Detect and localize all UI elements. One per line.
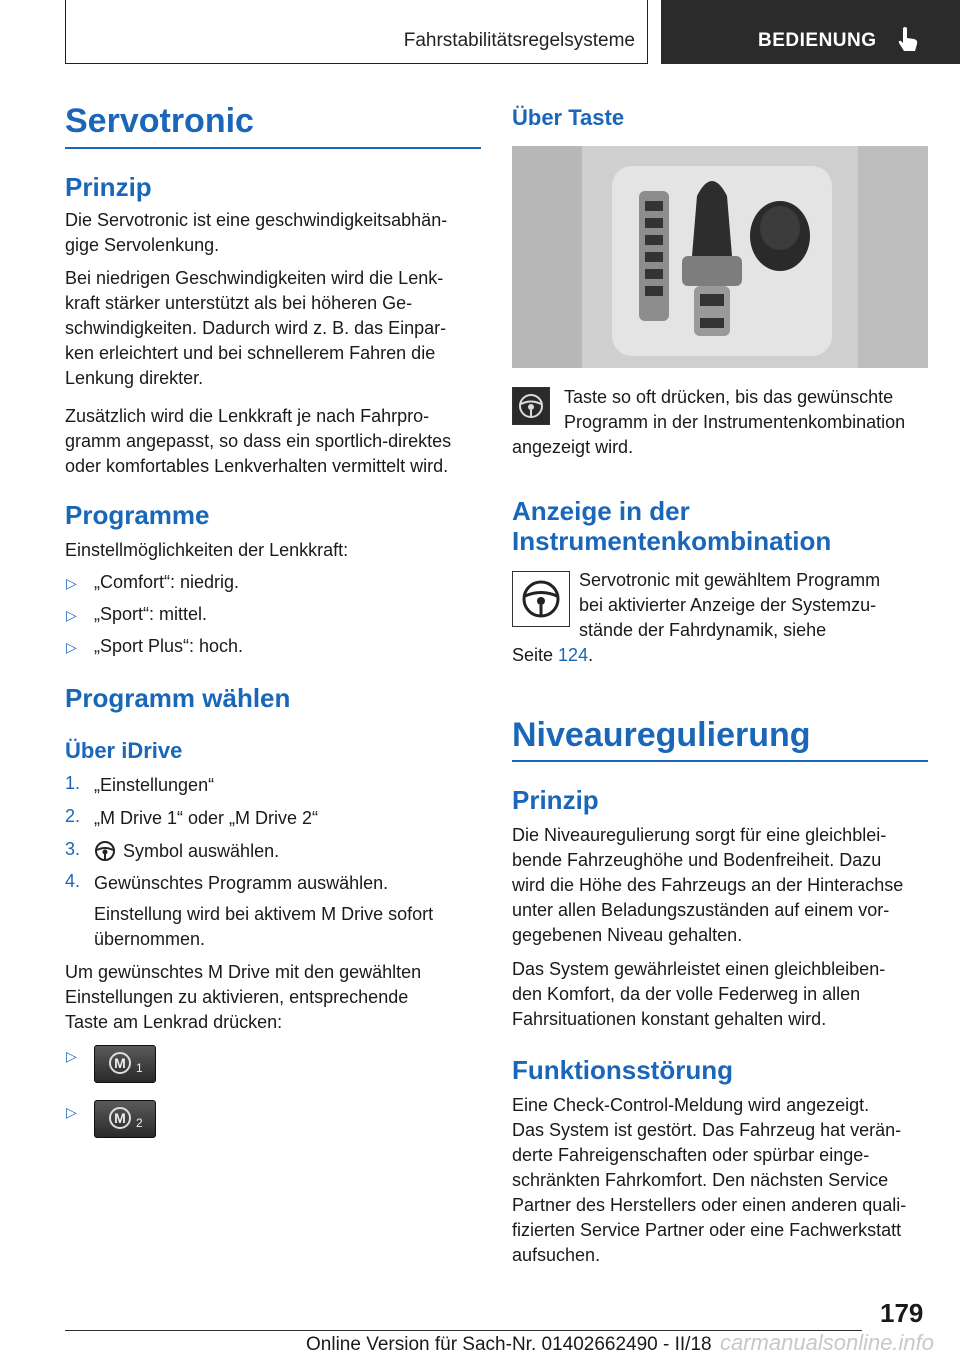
text-line: derte Fahreigenschaften oder spürbar einge‐ (512, 1145, 870, 1165)
taste-text-block (564, 385, 905, 435)
text-line: oder komfortables Lenkverhalten vermittelt wird. (65, 456, 449, 476)
text-line: Das System ist gestört. Das Fahrzeug hat verän‐ (512, 1120, 902, 1140)
prinzip-heading: Prinzip (65, 172, 152, 202)
watermark: carmanualsonline.info (720, 1330, 935, 1355)
bullet-triangle-icon: ▷ (66, 1048, 77, 1064)
servotronic-title: Servotronic (65, 102, 254, 140)
text-line: stände der Fahrdynamik, siehe (579, 620, 827, 640)
text-line: den Komfort, da der volle Federweg in allen (512, 984, 861, 1004)
m-drive-digit: 1 (136, 1061, 143, 1075)
text-line: Einstellung wird bei aktivem M Drive sofort (94, 904, 434, 924)
text-line: Fahrsituationen konstant gehalten wird. (512, 1009, 827, 1029)
niveauregulierung-title: Niveauregulierung (512, 716, 811, 754)
text-line: Lenkung direkter. (65, 368, 204, 388)
text-line: wird die Höhe des Fahrzeugs an der Hinterachse (512, 875, 904, 895)
step-number: 4. (65, 871, 81, 891)
step-number: 2. (65, 806, 81, 826)
prinzip-paragraph-3 (65, 404, 485, 479)
anzeige-heading (512, 496, 831, 556)
ueber-taste-heading: Über Taste (512, 105, 625, 130)
page-ref-dot: . (588, 645, 594, 665)
center-console-photo (512, 146, 928, 368)
step-text: „Einstellungen“ (94, 775, 215, 795)
page-ref-link[interactable]: 124 (558, 645, 589, 665)
text-line: Um gewünschtes M Drive mit den gewählten (65, 962, 422, 982)
heading-line: Instrumentenkombination (512, 526, 832, 556)
text-line: Partner des Herstellers oder einen anderen quali‐ (512, 1195, 907, 1215)
title-rule (65, 147, 481, 149)
text-line: kraft stärker unterstützt als bei höheren Ge‐ (65, 293, 413, 313)
text-line: Zusätzlich wird die Lenkkraft je nach Fahrpro‐ (65, 406, 430, 426)
header-section-title: Fahrstabilitätsregelsysteme (403, 30, 635, 51)
m-drive-icon: M (109, 1052, 131, 1074)
header-section-tab (65, 0, 648, 64)
programme-item: „Comfort“: niedrig. (94, 572, 240, 592)
programme-item: „Sport“: mittel. (94, 604, 208, 624)
page-ref-label: Seite (512, 645, 554, 665)
programme-item: „Sport Plus“: hoch. (94, 636, 244, 656)
anzeige-text-block (579, 568, 880, 643)
text-line: gige Servolenkung. (65, 235, 220, 255)
steering-wheel-indicator-image (512, 571, 570, 627)
m-drive-digit: 2 (136, 1116, 143, 1130)
servotronic-button-image (512, 387, 550, 425)
text-line: bei aktivierter Anzeige der Systemzu‐ (579, 595, 877, 615)
steering-wheel-icon (513, 388, 549, 424)
bullet-triangle-icon: ▷ (66, 1104, 77, 1120)
text-line: Die Servotronic ist eine geschwindigkeitsabhän‐ (65, 210, 448, 230)
text-line: Die Niveauregulierung sorgt für eine gleichblei‐ (512, 825, 887, 845)
m-drive-icon: M (109, 1107, 131, 1129)
taste-text-end: angezeigt wird. (512, 437, 634, 457)
step-text: Symbol auswählen. (123, 841, 280, 861)
programm-waehlen-heading: Programm wählen (65, 683, 291, 713)
steering-wheel-icon (94, 840, 116, 862)
mdrive-paragraph (65, 960, 421, 1035)
programme-intro: Einstellmöglichkeiten der Lenkkraft: (65, 540, 349, 560)
text-line: aufsuchen. (512, 1245, 601, 1265)
step-number: 1. (65, 773, 81, 793)
header-chapter-title: BEDIENUNG (758, 30, 877, 51)
footer-text: Online Version für Sach-Nr. 01402662490 - II/18 (306, 1334, 712, 1355)
text-line: schwindigkeiten. Dadurch wird z. B. das Einpar‐ (65, 318, 447, 338)
text-line: bende Fahrzeughöhe und Bodenfreiheit. Dazu (512, 850, 882, 870)
step-text: „M Drive 1“ oder „M Drive 2“ (94, 808, 319, 828)
text-line: unter allen Beladungszuständen auf einem vor‐ (512, 900, 890, 920)
bullet-triangle-icon: ▷ (66, 607, 77, 623)
m-drive-2-button-image (94, 1100, 156, 1138)
text-line: Taste so oft drücken, bis das gewünschte (564, 387, 894, 407)
text-line: Das System gewährleistet einen gleichbleiben‐ (512, 959, 886, 979)
text-line: Einstellungen zu aktivieren, entsprechende (65, 987, 409, 1007)
niveau-paragraph-2 (512, 957, 885, 1032)
anzeige-page-ref (512, 643, 593, 668)
text-line: ken erleichtert und bei schnellerem Fahren die (65, 343, 436, 363)
title-rule (512, 760, 928, 762)
text-line: Bei niedrigen Geschwindigkeiten wird die Lenk‐ (65, 268, 444, 288)
text-line: Eine Check-Control-Meldung wird angezeigt. (512, 1095, 870, 1115)
m-drive-1-button-image (94, 1045, 156, 1083)
funktionsstoerung-heading: Funktionsstörung (512, 1055, 733, 1085)
text-line: Servotronic mit gewähltem Programm (579, 570, 881, 590)
step-text: Gewünschtes Programm auswählen. (94, 873, 389, 893)
bullet-triangle-icon: ▷ (66, 639, 77, 655)
text-line: gegebenen Niveau gehalten. (512, 925, 743, 945)
text-line: Programm in der Instrumentenkombination (564, 412, 906, 432)
text-line: übernommen. (94, 929, 206, 949)
stoerung-paragraph (512, 1093, 906, 1268)
text-line: Taste am Lenkrad drücken: (65, 1012, 283, 1032)
steering-wheel-icon (513, 572, 569, 626)
step4-note (94, 902, 433, 952)
page-number: 179 (880, 1298, 924, 1328)
bullet-triangle-icon: ▷ (66, 575, 77, 591)
niveau-paragraph-1 (512, 823, 903, 948)
niveau-prinzip-heading: Prinzip (512, 785, 599, 815)
heading-line: Anzeige in der (512, 496, 690, 526)
prinzip-paragraph-2 (65, 266, 485, 391)
step-number: 3. (65, 839, 81, 859)
programme-heading: Programme (65, 500, 210, 530)
prinzip-paragraph-1 (65, 208, 485, 258)
text-line: schränkten Fahrkomfort. Den nächsten Service (512, 1170, 889, 1190)
idrive-heading: Über iDrive (65, 738, 183, 763)
text-line: gramm angepasst, so dass ein sportlich-direktes (65, 431, 452, 451)
hand-pointer-icon (897, 26, 919, 52)
header-chapter-tab (661, 0, 960, 64)
text-line: fizierten Service Partner oder eine Fachwerkstatt (512, 1220, 902, 1240)
